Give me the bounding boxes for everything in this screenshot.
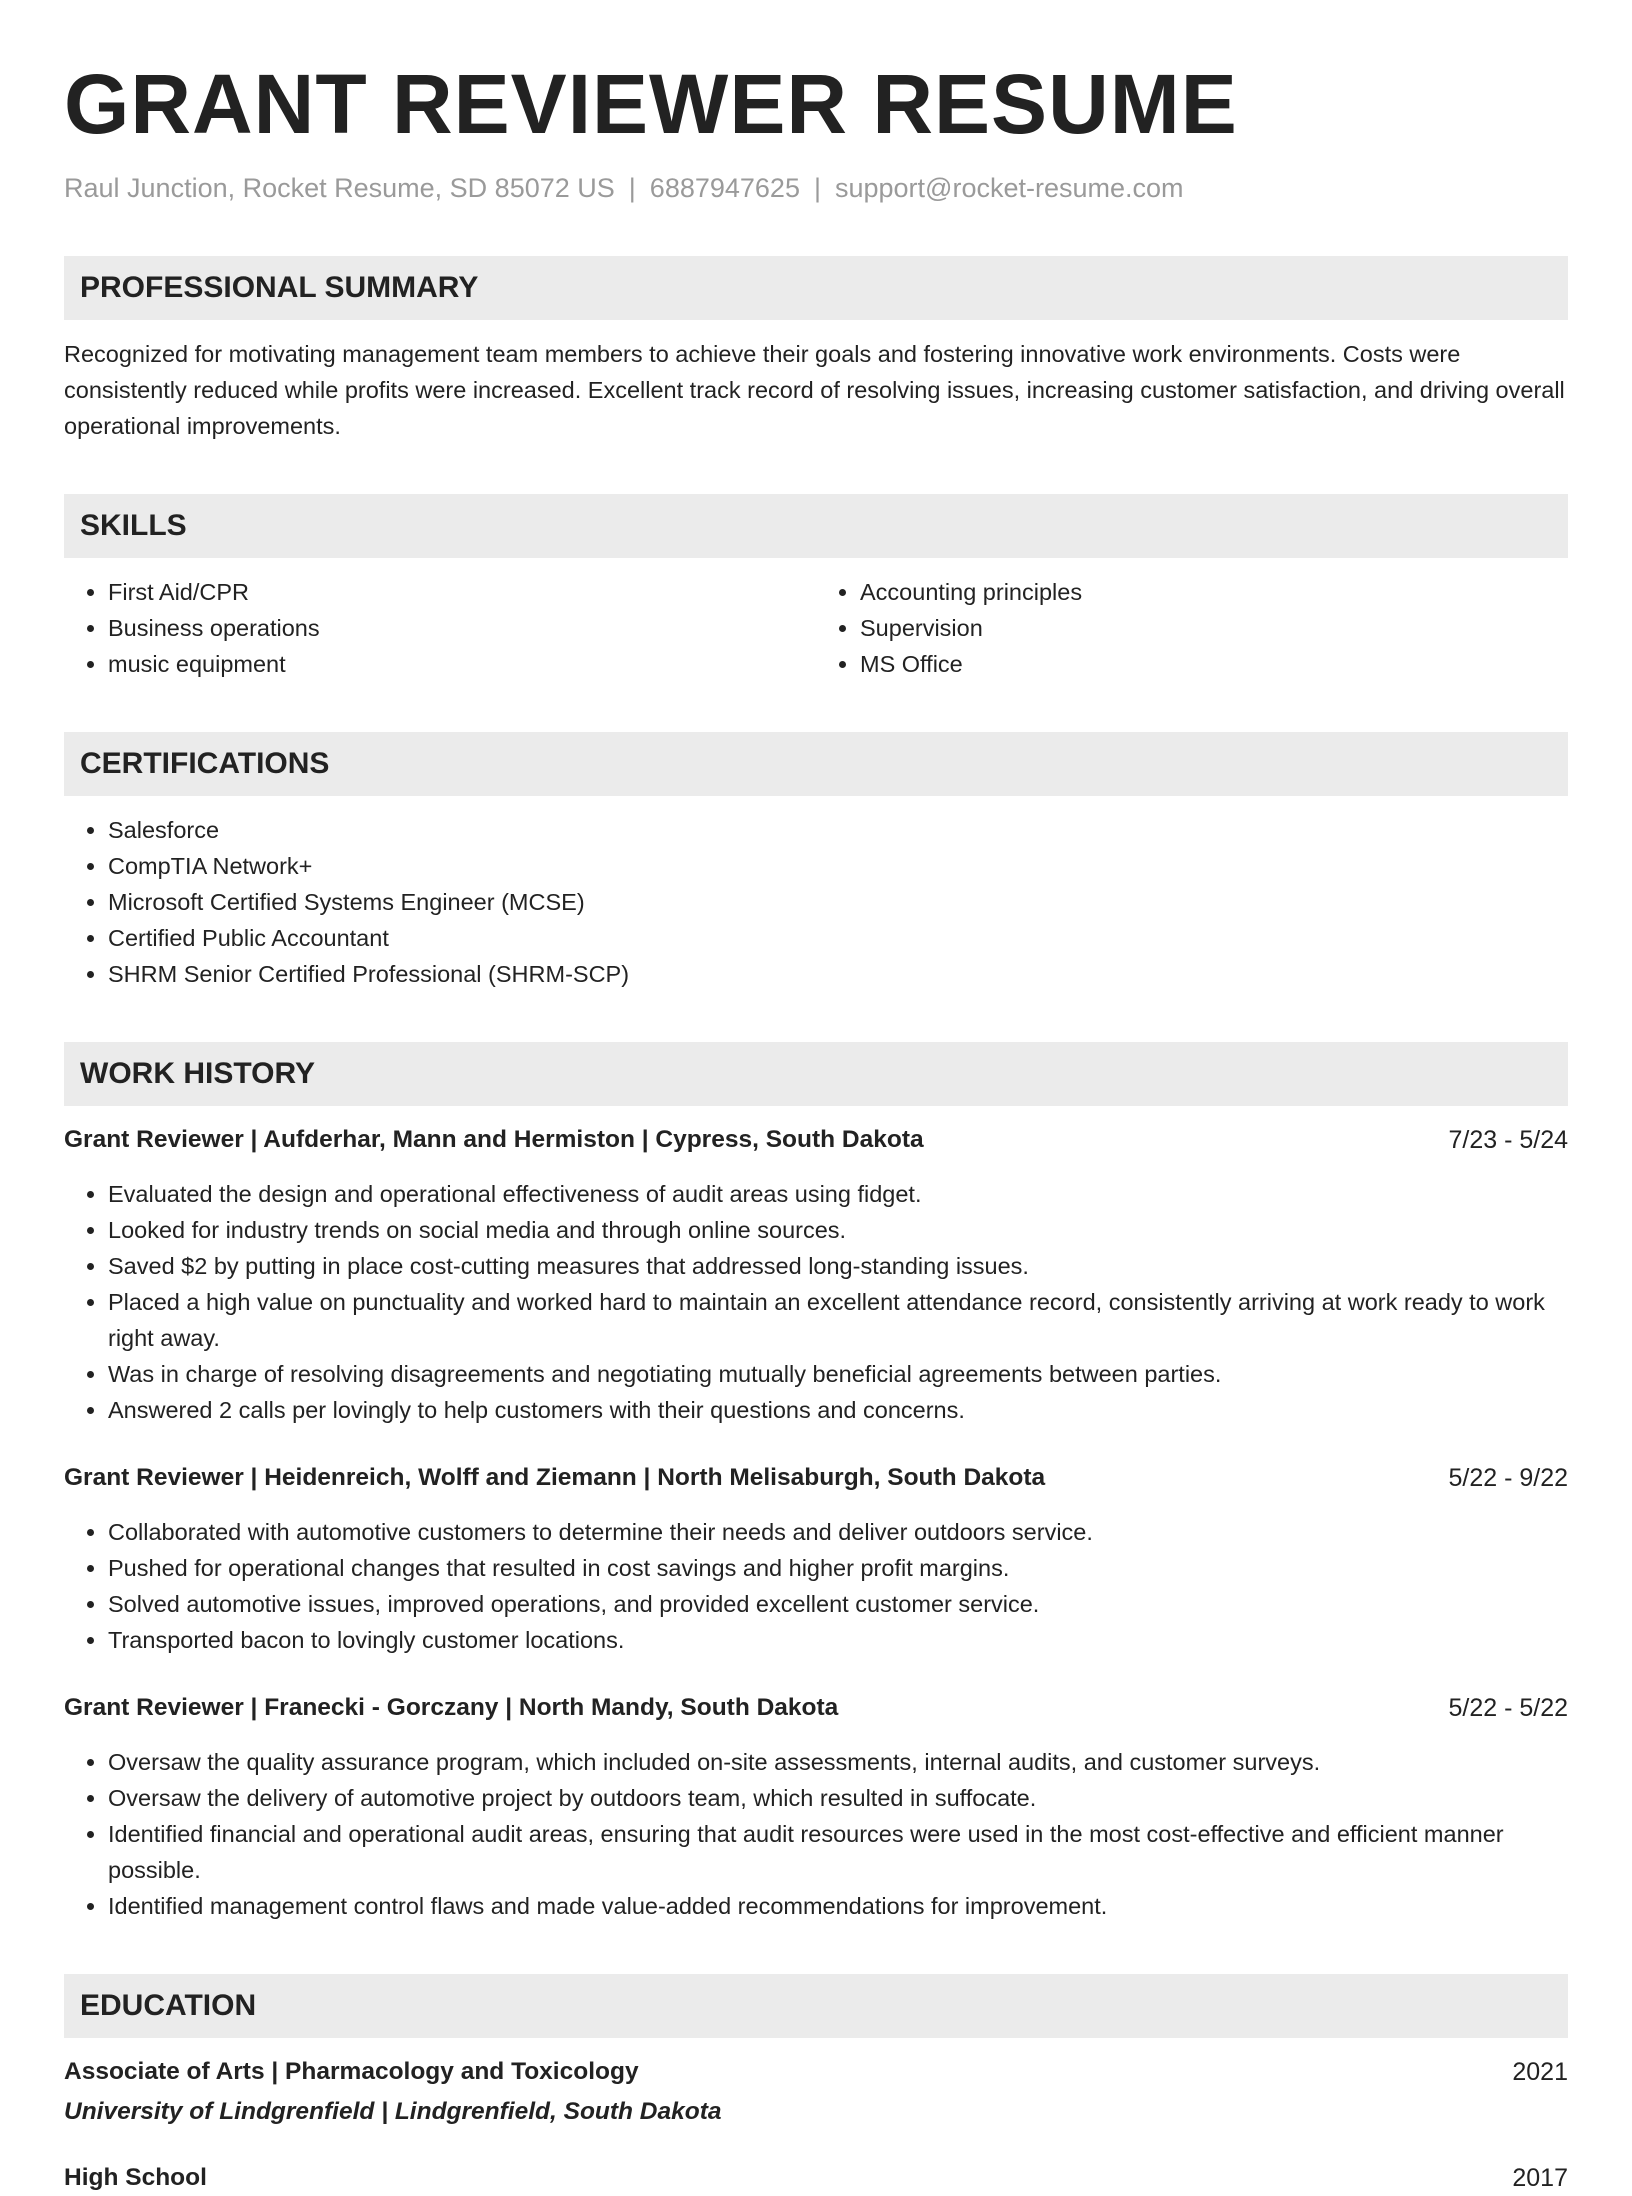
skill-item: • MS Office [860, 646, 1568, 682]
job-title: Grant Reviewer | Aufderhar, Mann and Hermiston | Cypress, South Dakota [64, 1126, 924, 1153]
skills-column-left [64, 574, 816, 682]
job-bullet: • Saved $2 by putting in place cost-cutting measures that addressed long-standing issues. [108, 1248, 1568, 1284]
job-dates: 5/22 - 5/22 [1448, 1694, 1568, 1722]
contact-separator: | [813, 173, 821, 203]
contact-email: support@rocket-resume.com [834, 173, 1184, 203]
skill-item: • Accounting principles [860, 574, 1568, 610]
section-header-education: EDUCATION [64, 1974, 1568, 2038]
job-dates: 5/22 - 9/22 [1448, 1464, 1568, 1492]
job-bullet: • Evaluated the design and operational effectiveness of audit areas using fidget. [108, 1176, 1568, 1212]
job-bullet: • Placed a high value on punctuality and worked hard to maintain an excellent attendance record, consistently arriving at work ready to work right away. [108, 1284, 1568, 1356]
education-year: 2017 [1512, 2164, 1568, 2192]
education-header [64, 2160, 1568, 2196]
contact-address: Raul Junction, Rocket Resume, SD 85072 US [64, 173, 615, 203]
job-bullets [64, 1176, 1568, 1428]
job-bullet: • Was in charge of resolving disagreements and negotiating mutually beneficial agreements between parties. [108, 1356, 1568, 1392]
job-header [64, 1122, 1568, 1158]
certifications-list [64, 812, 1568, 992]
skills-list [64, 574, 1568, 682]
skill-item: • music equipment [108, 646, 816, 682]
job-dates: 7/23 - 5/24 [1448, 1126, 1568, 1154]
skill-item: • First Aid/CPR [108, 574, 816, 610]
job-bullet: • Transported bacon to lovingly customer locations. [108, 1622, 1568, 1658]
certification-item: • Microsoft Certified Systems Engineer (MCSE) [108, 884, 1568, 920]
job-title: Grant Reviewer | Franecki - Gorczany | North Mandy, South Dakota [64, 1694, 839, 1721]
contact-line [64, 170, 1568, 206]
job-bullet: • Identified management control flaws and made value-added recommendations for improvement. [108, 1888, 1568, 1924]
job-bullet: • Solved automotive issues, improved operations, and provided excellent customer service. [108, 1586, 1568, 1622]
job-entry [64, 1460, 1568, 1658]
resume-title: GRANT REVIEWER RESUME [64, 57, 1238, 151]
job-bullet: • Pushed for operational changes that resulted in cost savings and higher profit margins. [108, 1550, 1568, 1586]
skill-item: • Supervision [860, 610, 1568, 646]
section-header-summary: PROFESSIONAL SUMMARY [64, 256, 1568, 320]
section-header-work-history: WORK HISTORY [64, 1042, 1568, 1106]
job-entry [64, 1690, 1568, 1924]
section-header-skills: SKILLS [64, 494, 1568, 558]
job-bullet: • Answered 2 calls per lovingly to help customers with their questions and concerns. [108, 1392, 1568, 1428]
job-bullets [64, 1514, 1568, 1658]
education-degree: Associate of Arts | Pharmacology and Toxicology [64, 2058, 639, 2085]
job-header [64, 1690, 1568, 1726]
job-bullets [64, 1744, 1568, 1924]
contact-separator: | [628, 173, 636, 203]
education-school: University of Lindgrenfield | Lindgrenfield, South Dakota [64, 2098, 722, 2125]
certification-item: • CompTIA Network+ [108, 848, 1568, 884]
certification-item: • Salesforce [108, 812, 1568, 848]
summary-text: Recognized for motivating management team members to achieve their goals and fostering innovative work environments. Costs were consistently reduced while profits were increased. Excellent track record of resolving issues, increasing customer satisfaction, and driving overall operational improvements. [64, 341, 1565, 439]
job-bullet: • Looked for industry trends on social media and through online sources. [108, 1212, 1568, 1248]
education-year: 2021 [1512, 2058, 1568, 2086]
job-bullet: • Collaborated with automotive customers to determine their needs and deliver outdoors service. [108, 1514, 1568, 1550]
section-header-certifications: CERTIFICATIONS [64, 732, 1568, 796]
certification-item: • SHRM Senior Certified Professional (SHRM-SCP) [108, 956, 1568, 992]
job-bullet: • Identified financial and operational audit areas, ensuring that audit resources were used in the most cost-effective and efficient manner possible. [108, 1816, 1568, 1888]
contact-phone: 6887947625 [649, 173, 800, 203]
skill-item: • Business operations [108, 610, 816, 646]
skills-column-right [816, 574, 1568, 682]
job-title: Grant Reviewer | Heidenreich, Wolff and Ziemann | North Melisaburgh, South Dakota [64, 1464, 1046, 1491]
job-bullet: • Oversaw the delivery of automotive project by outdoors team, which resulted in suffocate. [108, 1780, 1568, 1816]
job-entry [64, 1122, 1568, 1428]
job-bullet: • Oversaw the quality assurance program, which included on-site assessments, internal audits, and customer surveys. [108, 1744, 1568, 1780]
education-entry [64, 2054, 1568, 2130]
education-entry [64, 2160, 1568, 2196]
job-header [64, 1460, 1568, 1496]
certification-item: • Certified Public Accountant [108, 920, 1568, 956]
education-header [64, 2054, 1568, 2090]
education-degree: High School [64, 2164, 207, 2191]
